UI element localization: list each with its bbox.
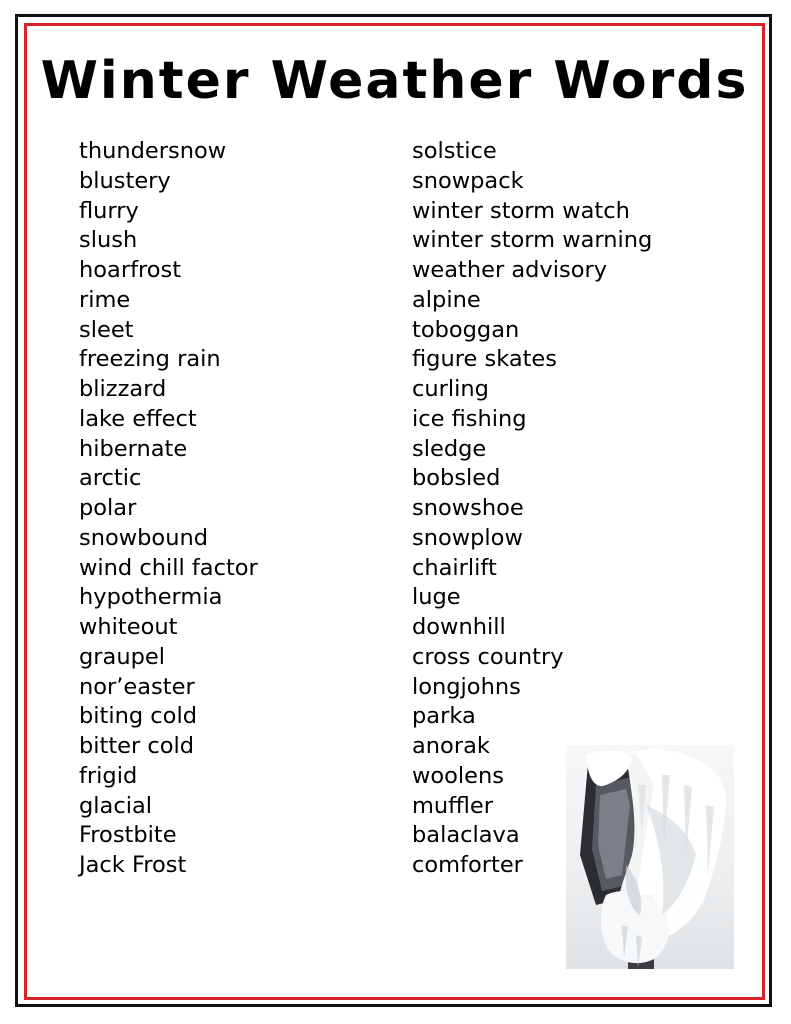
word-item: frigid	[79, 762, 138, 789]
word-item: slush	[79, 227, 138, 254]
icy-lamppost-photo	[566, 745, 734, 969]
word-item: winter storm warning	[412, 227, 653, 254]
word-item: Frostbite	[79, 822, 177, 849]
word-item: balaclava	[412, 822, 520, 849]
word-item: blustery	[79, 167, 171, 194]
word-item: figure skates	[412, 346, 557, 373]
word-item: weather advisory	[412, 257, 608, 283]
word-item: comforter	[412, 852, 523, 878]
word-item: graupel	[79, 643, 165, 670]
word-item: blizzard	[79, 376, 167, 402]
word-item: cross country	[412, 643, 564, 670]
word-item: wind chill factor	[79, 554, 258, 581]
word-item: hibernate	[79, 435, 188, 462]
word-item: alpine	[412, 286, 481, 313]
word-item: longjohns	[412, 673, 521, 700]
word-item: downhill	[412, 614, 506, 640]
word-item: chairlift	[412, 554, 497, 581]
word-item: flurry	[79, 197, 139, 224]
word-item: sleet	[79, 316, 134, 343]
word-item: sledge	[412, 435, 487, 462]
word-item: snowpack	[412, 167, 524, 194]
word-item: whiteout	[79, 614, 178, 640]
word-item: hypothermia	[79, 584, 223, 611]
word-item: thundersnow	[79, 138, 227, 164]
word-item: biting cold	[79, 703, 197, 730]
word-item: Jack Frost	[79, 852, 187, 878]
page-title: Winter Weather Words	[40, 51, 749, 111]
word-item: freezing rain	[79, 346, 221, 373]
word-item: toboggan	[412, 316, 520, 343]
word-item: bitter cold	[79, 733, 195, 759]
word-item: bobsled	[412, 465, 501, 492]
word-item: snowshoe	[412, 495, 524, 521]
word-item: snowplow	[412, 524, 523, 551]
frozen-lantern-image	[566, 745, 734, 969]
word-item: ice fishing	[412, 405, 527, 432]
word-item: muffler	[412, 792, 494, 819]
word-item: parka	[412, 703, 476, 730]
word-item: nor’easter	[79, 673, 195, 700]
word-item: woolens	[412, 762, 505, 789]
word-item: glacial	[79, 792, 152, 819]
word-item: anorak	[412, 733, 490, 759]
word-item: snowbound	[79, 524, 209, 551]
word-item: lake effect	[79, 405, 197, 432]
word-item: rime	[79, 286, 131, 313]
word-item: curling	[412, 376, 489, 402]
word-item: arctic	[79, 465, 142, 492]
word-item: polar	[79, 495, 137, 521]
word-item: winter storm watch	[412, 197, 630, 224]
left-word-column	[79, 137, 258, 881]
word-item: solstice	[412, 138, 497, 164]
word-item: hoarfrost	[79, 257, 182, 283]
word-item: luge	[412, 584, 461, 611]
